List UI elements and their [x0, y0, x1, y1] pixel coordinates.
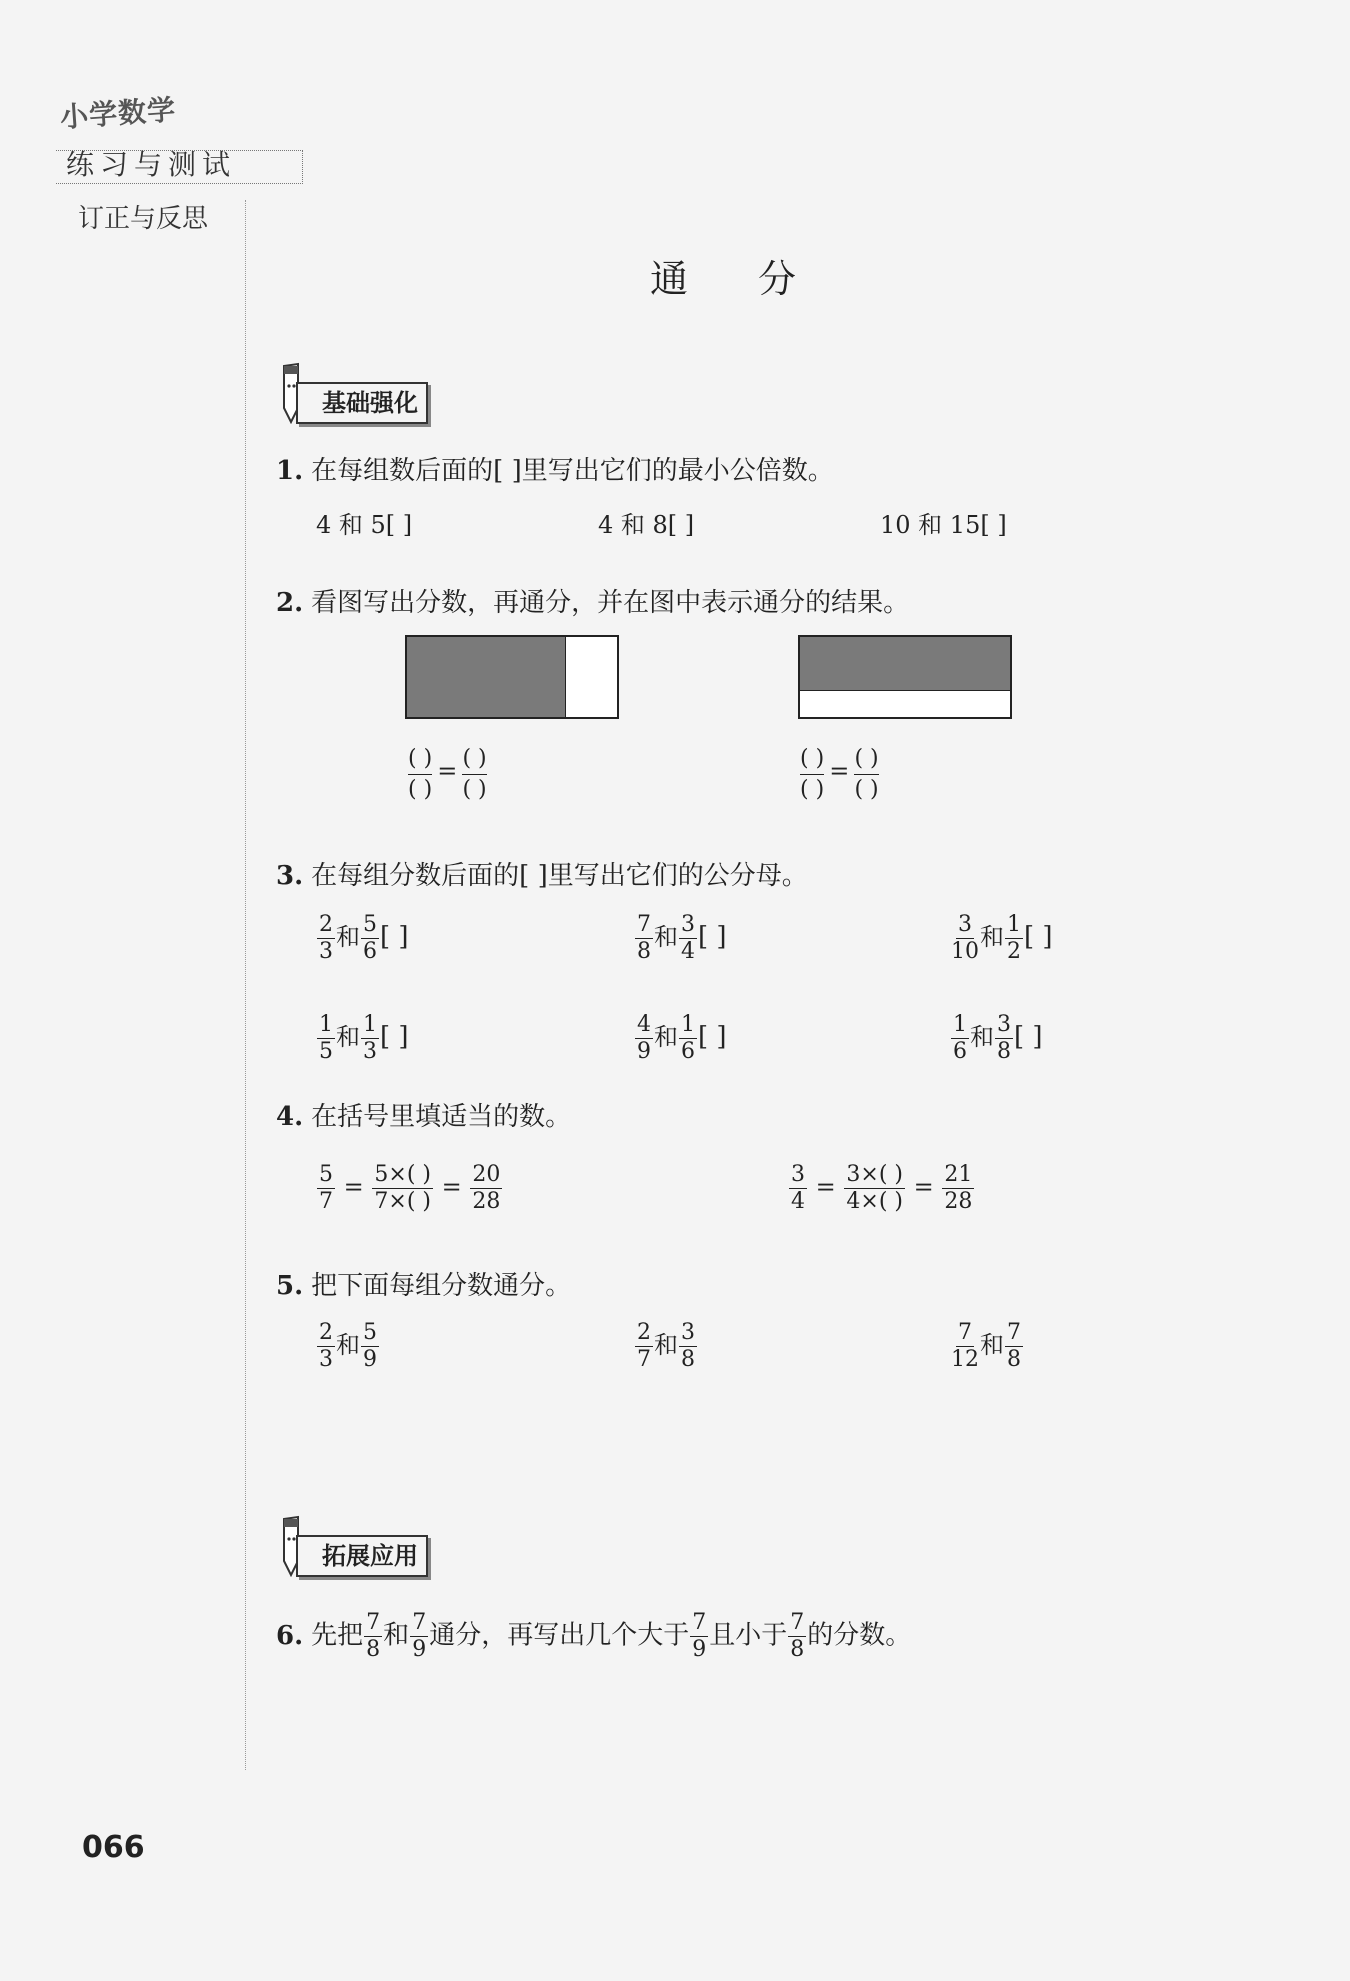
q3-pair: $\frac{4}{9}$ 和 $\frac{1}{6}$ [ ] [637, 1012, 727, 1064]
blank-fraction: ( ) ( ) [462, 746, 487, 802]
equals-sign: = [437, 757, 458, 785]
question-3 [276, 855, 808, 892]
shaded-part [407, 637, 461, 717]
q1-item: 4 和 8[ ] [598, 511, 695, 539]
blank-fraction: ( ) ( ) [408, 746, 433, 802]
question-text: 看图写出分数，再通分，并在图中表示通分的结果。 [311, 588, 910, 618]
q1-item: 4 和 5[ ] [316, 511, 413, 539]
shaded-part [460, 637, 514, 717]
section-badge-basic: 基础强化 [296, 382, 428, 424]
book-subtitle-box [56, 150, 303, 184]
question-number: 6. [276, 1620, 304, 1651]
section-badge-extend: 拓展应用 [296, 1535, 428, 1577]
margin-divider [245, 200, 246, 1770]
book-subtitle: 练习与测试 [66, 148, 237, 181]
q3-pair: $\frac{1}{6}$ 和 $\frac{3}{8}$ [ ] [953, 1012, 1043, 1064]
q4-equation: $\frac{3}{4}$ = $\frac{3\times( )}{4\times( )}$ = $\frac{21}{28}$ [791, 1162, 973, 1214]
question-2 [276, 582, 909, 619]
q3-pair: $\frac{1}{5}$ 和 $\frac{1}{3}$ [ ] [319, 1012, 409, 1064]
q3-pair: $\frac{2}{3}$ 和 $\frac{5}{6}$ [ ] [319, 912, 409, 964]
q5-pair: $\frac{7}{12}$ 和 $\frac{7}{8}$ [951, 1320, 1021, 1372]
fraction-figure-rows [798, 635, 1012, 719]
question-5 [276, 1265, 571, 1302]
question-number: 3. [276, 861, 304, 891]
q3-pair: $\frac{3}{10}$ 和 $\frac{1}{2}$ [ ] [951, 912, 1053, 964]
blank-fraction: ( ) ( ) [800, 746, 825, 802]
question-number: 1. [276, 456, 304, 486]
book-brand: 小学数学 [59, 92, 178, 135]
question-number: 2. [276, 588, 304, 618]
q3-pair: $\frac{7}{8}$ 和 $\frac{3}{4}$ [ ] [637, 912, 727, 964]
shaded-part [800, 637, 1010, 665]
fraction-figure-columns [405, 635, 619, 719]
question-6: 6. 先把 $\frac{7}{8}$ 和 $\frac{7}{9}$ 通分，再写出几个大于 $\frac{7}{9}$ 且小于 $\frac{7}{8}$ 的分数。 [276, 1610, 912, 1662]
question-text: 在每组分数后面的[ ]里写出它们的公分母。 [311, 861, 808, 891]
question-text: 在括号里填适当的数。 [311, 1102, 572, 1132]
equals-sign: = [829, 757, 850, 785]
q4-equation: $\frac{5}{7}$ = $\frac{5\times( )}{7\times( )}$ = $\frac{20}{28}$ [319, 1162, 501, 1214]
blank-fraction: ( ) ( ) [854, 746, 879, 802]
shaded-part [512, 637, 566, 717]
q5-pair: $\frac{2}{7}$ 和 $\frac{3}{8}$ [637, 1320, 695, 1372]
q2-answer-1 [408, 744, 487, 805]
question-text: 把下面每组分数通分。 [311, 1271, 572, 1301]
question-text: 在每组数后面的[ ]里写出它们的最小公倍数。 [311, 456, 834, 486]
q2-answer-2 [800, 744, 879, 805]
page-number: 066 [82, 1830, 145, 1865]
question-number: 5. [276, 1271, 304, 1301]
margin-label: 订正与反思 [78, 204, 209, 234]
question-4 [276, 1096, 571, 1133]
page-title: 通分 [650, 257, 867, 301]
question-number: 4. [276, 1102, 304, 1132]
q1-item: 10 和 15[ ] [880, 511, 1007, 539]
shaded-part [800, 664, 1010, 692]
q5-pair: $\frac{2}{3}$ 和 $\frac{5}{9}$ [319, 1320, 377, 1372]
question-1 [276, 450, 834, 487]
